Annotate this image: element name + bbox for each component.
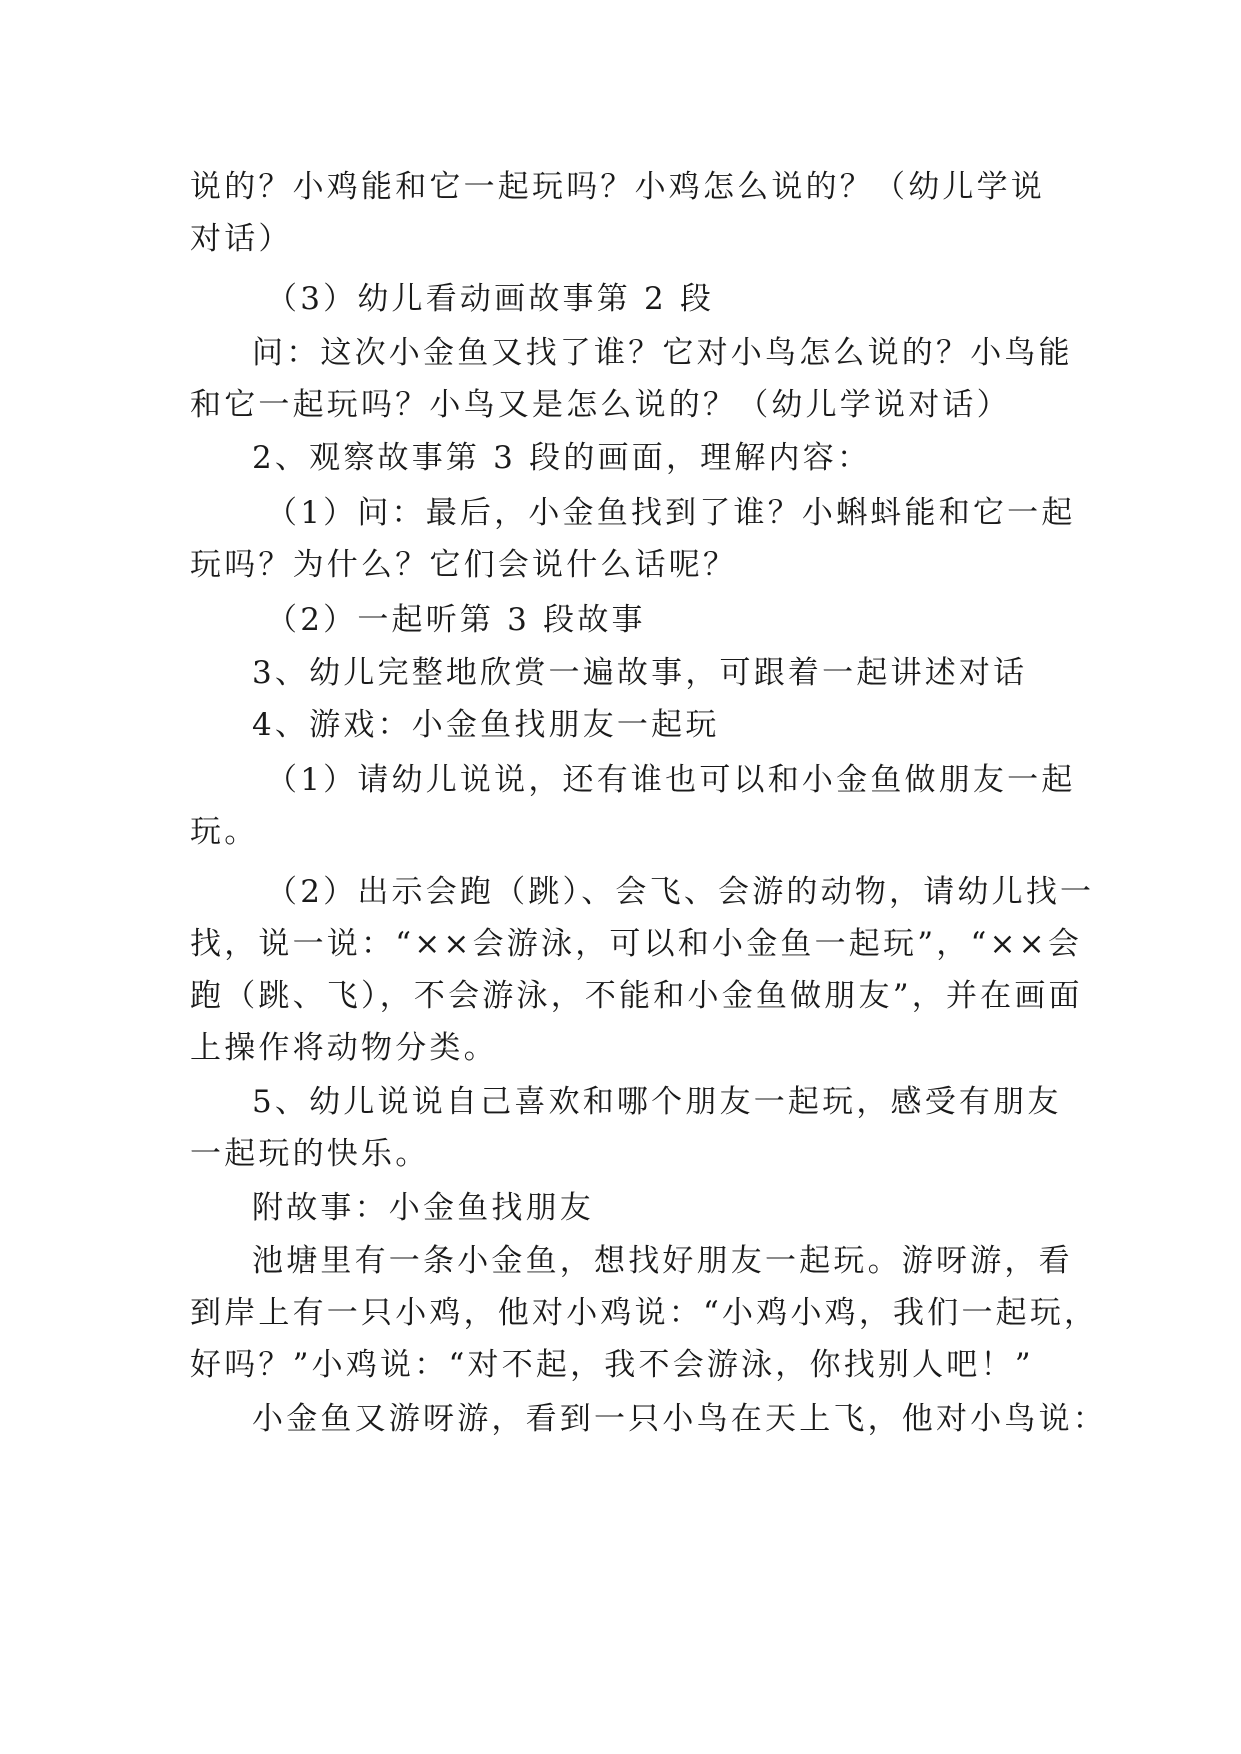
text-line: 问：这次小金鱼又找了谁？它对小鸟怎么说的？小鸟能 [252, 335, 1073, 371]
text-line: 池塘里有一条小金鱼，想找好朋友一起玩。游呀游，看 [252, 1243, 1073, 1279]
text-line: 说的？小鸡能和它一起玩吗？小鸡怎么说的？（幼儿学说 [190, 169, 1045, 205]
text-line: 2、观察故事第 3 段的画面，理解内容： [252, 440, 872, 476]
text-line: 找，说一说：“××会游泳，可以和小金鱼一起玩”，“××会 [190, 926, 1083, 962]
text-line: 跑（跳、飞），不会游泳，不能和小金鱼做朋友”，并在画面 [190, 978, 1083, 1014]
text-line: 和它一起玩吗？小鸟又是怎么说的？（幼儿学说对话） [190, 387, 1011, 423]
text-line: 到岸上有一只小鸡，他对小鸡说：“小鸡小鸡，我们一起玩， [190, 1295, 1099, 1331]
text-line: （2）一起听第 3 段故事 [266, 602, 646, 638]
text-line: （1）请幼儿说说，还有谁也可以和小金鱼做朋友一起 [266, 762, 1076, 798]
text-line: （3）幼儿看动画故事第 2 段 [266, 281, 715, 317]
text-line: 对话） [190, 221, 293, 257]
text-line: 上操作将动物分类。 [190, 1030, 498, 1066]
text-line: （2）出示会跑（跳）、会飞、会游的动物，请幼儿找一 [266, 874, 1095, 910]
text-line: （1）问：最后，小金鱼找到了谁？小蝌蚪能和它一起 [266, 495, 1076, 531]
text-line: 一起玩的快乐。 [190, 1136, 430, 1172]
text-line: 4、游戏：小金鱼找朋友一起玩 [252, 707, 720, 743]
text-line: 好吗？”小鸡说：“对不起，我不会游泳，你找别人吧！” [190, 1347, 1034, 1383]
text-line: 玩。 [190, 814, 259, 850]
document-body [190, 158, 1107, 1448]
text-line: 小金鱼又游呀游，看到一只小鸟在天上飞，他对小鸟说： [252, 1401, 1107, 1437]
text-line: 玩吗？为什么？它们会说什么话呢？ [190, 547, 738, 583]
text-line: 3、幼儿完整地欣赏一遍故事，可跟着一起讲述对话 [252, 655, 1028, 691]
text-line: 5、幼儿说说自己喜欢和哪个朋友一起玩，感受有朋友 [252, 1084, 1062, 1120]
text-line: 附故事：小金鱼找朋友 [252, 1190, 594, 1226]
